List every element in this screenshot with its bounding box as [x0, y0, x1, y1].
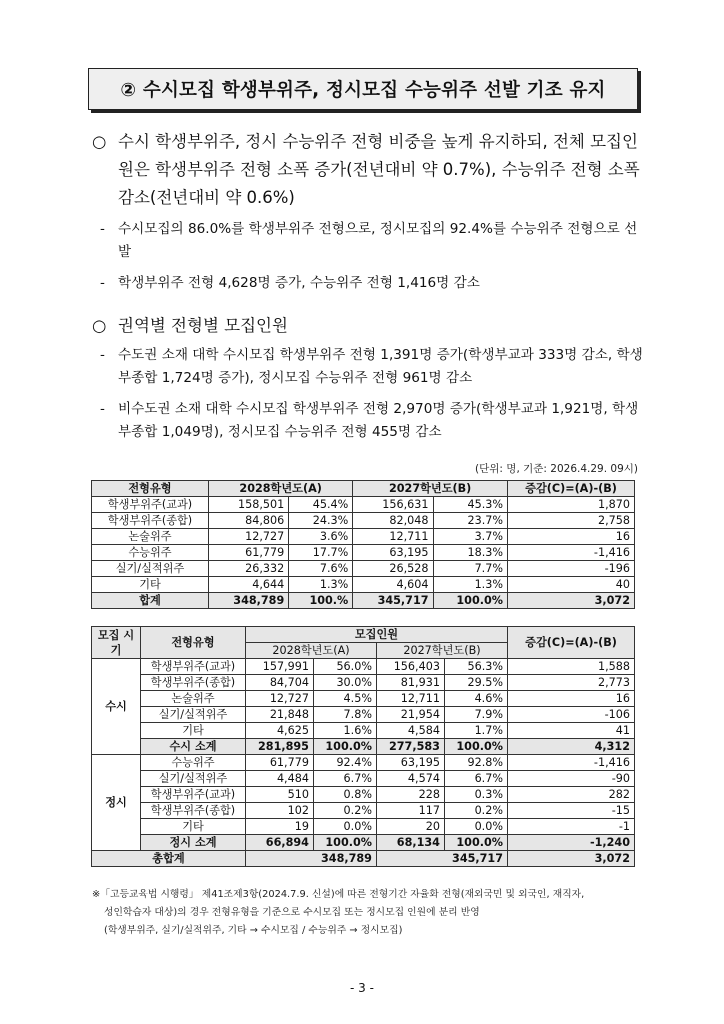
- table-cell: 66,894: [246, 835, 314, 851]
- table-cell: 100.0%: [444, 739, 507, 755]
- table-cell: 학생부위주(종합): [141, 803, 246, 819]
- table-row: [92, 659, 635, 675]
- table-cell: 84,806: [209, 513, 289, 529]
- table-cell: 7.7%: [433, 561, 507, 577]
- table-cell: 3.6%: [289, 529, 353, 545]
- table-cell: 117: [376, 803, 444, 819]
- table-row: [92, 803, 635, 819]
- table-cell: 4,604: [353, 577, 433, 593]
- table-cell: 345,717: [353, 593, 433, 609]
- table-cell: 510: [246, 787, 314, 803]
- table-cell: 1,588: [508, 659, 635, 675]
- table-cell: 1.7%: [444, 723, 507, 739]
- table-by-period: [91, 626, 635, 867]
- table-row: [92, 545, 635, 561]
- table-cell: 157,991: [246, 659, 314, 675]
- table-cell: 12,727: [209, 529, 289, 545]
- table-cell: 345,717: [376, 851, 507, 867]
- table-cell: 논술위주: [92, 529, 209, 545]
- table-row: [92, 707, 635, 723]
- table-cell: 56.3%: [444, 659, 507, 675]
- table-cell: 실기/실적위주: [92, 561, 209, 577]
- table-cell: 277,583: [376, 739, 444, 755]
- table-cell: 18.3%: [433, 545, 507, 561]
- dash-2: - 학생부위주 전형 4,628명 증가, 수능위주 전형 1,416명 감소: [100, 272, 648, 295]
- dash-3: - 수도권 소재 대학 수시모집 학생부위주 전형 1,391명 증가(학생부교과 333명 감소, 학생부종합 1,724명 증가), 정시모집 수능위주 전형 961명 감소: [100, 344, 648, 390]
- table-cell: -1: [508, 819, 635, 835]
- table-cell: 6.7%: [444, 771, 507, 787]
- table-cell: 29.5%: [444, 675, 507, 691]
- table-cell: 12,711: [353, 529, 433, 545]
- table-cell: 23.7%: [433, 513, 507, 529]
- table-by-type: [91, 480, 635, 609]
- table-cell: 63,195: [353, 545, 433, 561]
- table-cell: 158,501: [209, 497, 289, 513]
- table-cell: 92.4%: [313, 755, 376, 771]
- period-label: 정시: [92, 755, 141, 851]
- table-cell: 100.%: [289, 593, 353, 609]
- table-cell: 7.9%: [444, 707, 507, 723]
- table-cell: 228: [376, 787, 444, 803]
- table-cell: 282: [508, 787, 635, 803]
- dash-4-text: 비수도권 소재 대학 수시모집 학생부위주 전형 2,970명 증가(학생부교과 1,921명, 학생부종합 1,049명), 정시모집 수능위주 전형 455명 감소: [118, 401, 639, 440]
- th-2028: 2028학년도(A): [246, 643, 377, 659]
- table-cell: 0.0%: [444, 819, 507, 835]
- footnote-line: 성인학습자 대상)의 경우 전형유형을 기준으로 수시모집 또는 정시모집 인원에 분리 반영: [104, 907, 480, 918]
- table-cell: 16: [508, 529, 635, 545]
- table-cell: 281,895: [246, 739, 314, 755]
- section-title: ② 수시모집 학생부위주, 정시모집 수능위주 선발 기조 유지: [88, 68, 638, 110]
- th-diff: 증감(C)=(A)-(B): [508, 481, 635, 497]
- table-cell: 학생부위주(교과): [92, 497, 209, 513]
- table-cell: 2,758: [508, 513, 635, 529]
- table-cell: 45.3%: [433, 497, 507, 513]
- table-cell: 348,789: [246, 851, 377, 867]
- table-cell: 92.8%: [444, 755, 507, 771]
- table-cell: 4,574: [376, 771, 444, 787]
- table-cell: 논술위주: [141, 691, 246, 707]
- table-cell: 학생부위주(교과): [141, 659, 246, 675]
- th-type: 전형유형: [141, 627, 246, 659]
- table-cell: 0.3%: [444, 787, 507, 803]
- circle-bullet-icon: ○: [92, 316, 107, 335]
- table-cell: 100.0%: [313, 835, 376, 851]
- table-cell: 4,625: [246, 723, 314, 739]
- table-cell: 156,631: [353, 497, 433, 513]
- th-type: 전형유형: [92, 481, 209, 497]
- table-cell: 4.5%: [313, 691, 376, 707]
- table-cell: 3,072: [508, 593, 635, 609]
- table-row: [92, 577, 635, 593]
- table-cell: -90: [508, 771, 635, 787]
- table-cell: 0.2%: [313, 803, 376, 819]
- table-cell: 68,134: [376, 835, 444, 851]
- dash-1-text: 수시모집의 86.0%를 학생부위주 전형으로, 정시모집의 92.4%를 수능위주 전형으로 선발: [118, 221, 638, 260]
- page-number: - 3 -: [350, 981, 374, 995]
- table-cell: 합계: [92, 593, 209, 609]
- table-cell: 156,403: [376, 659, 444, 675]
- table-cell: 0.8%: [313, 787, 376, 803]
- table-cell: 0.0%: [313, 819, 376, 835]
- table-cell: 수시 소계: [141, 739, 246, 755]
- table-cell: -15: [508, 803, 635, 819]
- table-cell: 1.3%: [433, 577, 507, 593]
- table-cell: 63,195: [376, 755, 444, 771]
- table-cell: 학생부위주(종합): [141, 675, 246, 691]
- dash-4: - 비수도권 소재 대학 수시모집 학생부위주 전형 2,970명 증가(학생부교과 1,921명, 학생부종합 1,049명), 정시모집 수능위주 전형 455명 감소: [100, 398, 648, 444]
- table-row: [92, 787, 635, 803]
- bullet-1: [92, 128, 652, 212]
- table-cell: 100.0%: [433, 593, 507, 609]
- footnote-line: ※「고등교육법 시행령」 제41조제3항(2024.7.9. 신설)에 따른 전형기간 자율화 전형(재외국민 및 외국인, 재직자,: [92, 889, 585, 900]
- table-cell: 1,870: [508, 497, 635, 513]
- table-row: [92, 513, 635, 529]
- table-total-row: [92, 593, 635, 609]
- table-cell: 실기/실적위주: [141, 707, 246, 723]
- table-cell: -196: [508, 561, 635, 577]
- th-2027: 2027학년도(B): [353, 481, 508, 497]
- table-cell: 30.0%: [313, 675, 376, 691]
- table-cell: 6.7%: [313, 771, 376, 787]
- table-row: [92, 497, 635, 513]
- table-cell: 2,773: [508, 675, 635, 691]
- subtotal-row: [92, 739, 635, 755]
- circle-bullet-icon: ○: [92, 132, 107, 151]
- table-cell: 100.0%: [313, 739, 376, 755]
- table-cell: 3,072: [508, 851, 635, 867]
- table-cell: 26,528: [353, 561, 433, 577]
- table-cell: 348,789: [209, 593, 289, 609]
- subtotal-row: [92, 835, 635, 851]
- table-row: [92, 691, 635, 707]
- table-cell: 4.6%: [444, 691, 507, 707]
- table-cell: 16: [508, 691, 635, 707]
- table-row: [92, 771, 635, 787]
- table-cell: 3.7%: [433, 529, 507, 545]
- dash-2-text: 학생부위주 전형 4,628명 증가, 수능위주 전형 1,416명 감소: [118, 275, 480, 291]
- table-cell: 21,848: [246, 707, 314, 723]
- table-cell: 100.0%: [444, 835, 507, 851]
- bullet-2: [92, 312, 652, 340]
- table-cell: 40: [508, 577, 635, 593]
- th-count: 모집인원: [246, 627, 508, 643]
- dash-1: - 수시모집의 86.0%를 학생부위주 전형으로, 정시모집의 92.4%를 수능위주 전형으로 선발: [100, 218, 648, 264]
- table-cell: 19: [246, 819, 314, 835]
- table-cell: 학생부위주(교과): [141, 787, 246, 803]
- period-label: 수시: [92, 659, 141, 755]
- th-period: 모집 시기: [92, 627, 141, 659]
- table-cell: 0.2%: [444, 803, 507, 819]
- table-cell: 26,332: [209, 561, 289, 577]
- table-cell: 기타: [92, 577, 209, 593]
- table-cell: 4,484: [246, 771, 314, 787]
- table-cell: 4,644: [209, 577, 289, 593]
- table-cell: 12,711: [376, 691, 444, 707]
- th-diff: 증감(C)=(A)-(B): [508, 627, 635, 659]
- table-cell: 21,954: [376, 707, 444, 723]
- table-cell: 1.6%: [313, 723, 376, 739]
- table-row: [92, 529, 635, 545]
- table-row: [92, 723, 635, 739]
- footnote-line: (학생부위주, 실기/실적위주, 기타 → 수시모집 / 수능위주 → 정시모집): [104, 925, 403, 936]
- grand-total-row: [92, 851, 635, 867]
- table-cell: 82,048: [353, 513, 433, 529]
- table-cell: 수능위주: [141, 755, 246, 771]
- table-cell: 84,704: [246, 675, 314, 691]
- table-cell: 56.0%: [313, 659, 376, 675]
- table-cell: 7.6%: [289, 561, 353, 577]
- table-cell: 기타: [141, 819, 246, 835]
- unit-note: (단위: 명, 기준: 2026.4.29. 09시): [475, 463, 638, 475]
- table-cell: 4,584: [376, 723, 444, 739]
- bullet-2-text: 권역별 전형별 모집인원: [118, 316, 288, 335]
- table-cell: 45.4%: [289, 497, 353, 513]
- table-cell: 102: [246, 803, 314, 819]
- table-cell: 61,779: [246, 755, 314, 771]
- table-row: [92, 561, 635, 577]
- table-row: [92, 675, 635, 691]
- table-cell: -1,240: [508, 835, 635, 851]
- table-cell: 학생부위주(종합): [92, 513, 209, 529]
- th-2027: 2027학년도(B): [376, 643, 507, 659]
- table-cell: -1,416: [508, 545, 635, 561]
- th-2028: 2028학년도(A): [209, 481, 353, 497]
- table-cell: 총합계: [92, 851, 246, 867]
- table-cell: 4,312: [508, 739, 635, 755]
- table-cell: 12,727: [246, 691, 314, 707]
- table-row: [92, 819, 635, 835]
- table-cell: 81,931: [376, 675, 444, 691]
- table-cell: 실기/실적위주: [141, 771, 246, 787]
- table-cell: 수능위주: [92, 545, 209, 561]
- table-cell: -1,416: [508, 755, 635, 771]
- table-cell: 7.8%: [313, 707, 376, 723]
- dash-3-text: 수도권 소재 대학 수시모집 학생부위주 전형 1,391명 증가(학생부교과 333명 감소, 학생부종합 1,724명 증가), 정시모집 수능위주 전형 961명 감소: [118, 347, 643, 386]
- table-row: [92, 755, 635, 771]
- table-cell: 17.7%: [289, 545, 353, 561]
- table-cell: -106: [508, 707, 635, 723]
- footnote: [92, 886, 652, 940]
- table-cell: 61,779: [209, 545, 289, 561]
- bullet-1-text: 수시 학생부위주, 정시 수능위주 전형 비중을 높게 유지하되, 전체 모집인원은 학생부위주 전형 소폭 증가(전년대비 약 0.7%), 수능위주 전형 소폭 감소(전년대비 약 0.6%): [118, 132, 640, 207]
- table-cell: 20: [376, 819, 444, 835]
- table-cell: 24.3%: [289, 513, 353, 529]
- table-cell: 기타: [141, 723, 246, 739]
- table-cell: 41: [508, 723, 635, 739]
- table-cell: 1.3%: [289, 577, 353, 593]
- table-cell: 정시 소계: [141, 835, 246, 851]
